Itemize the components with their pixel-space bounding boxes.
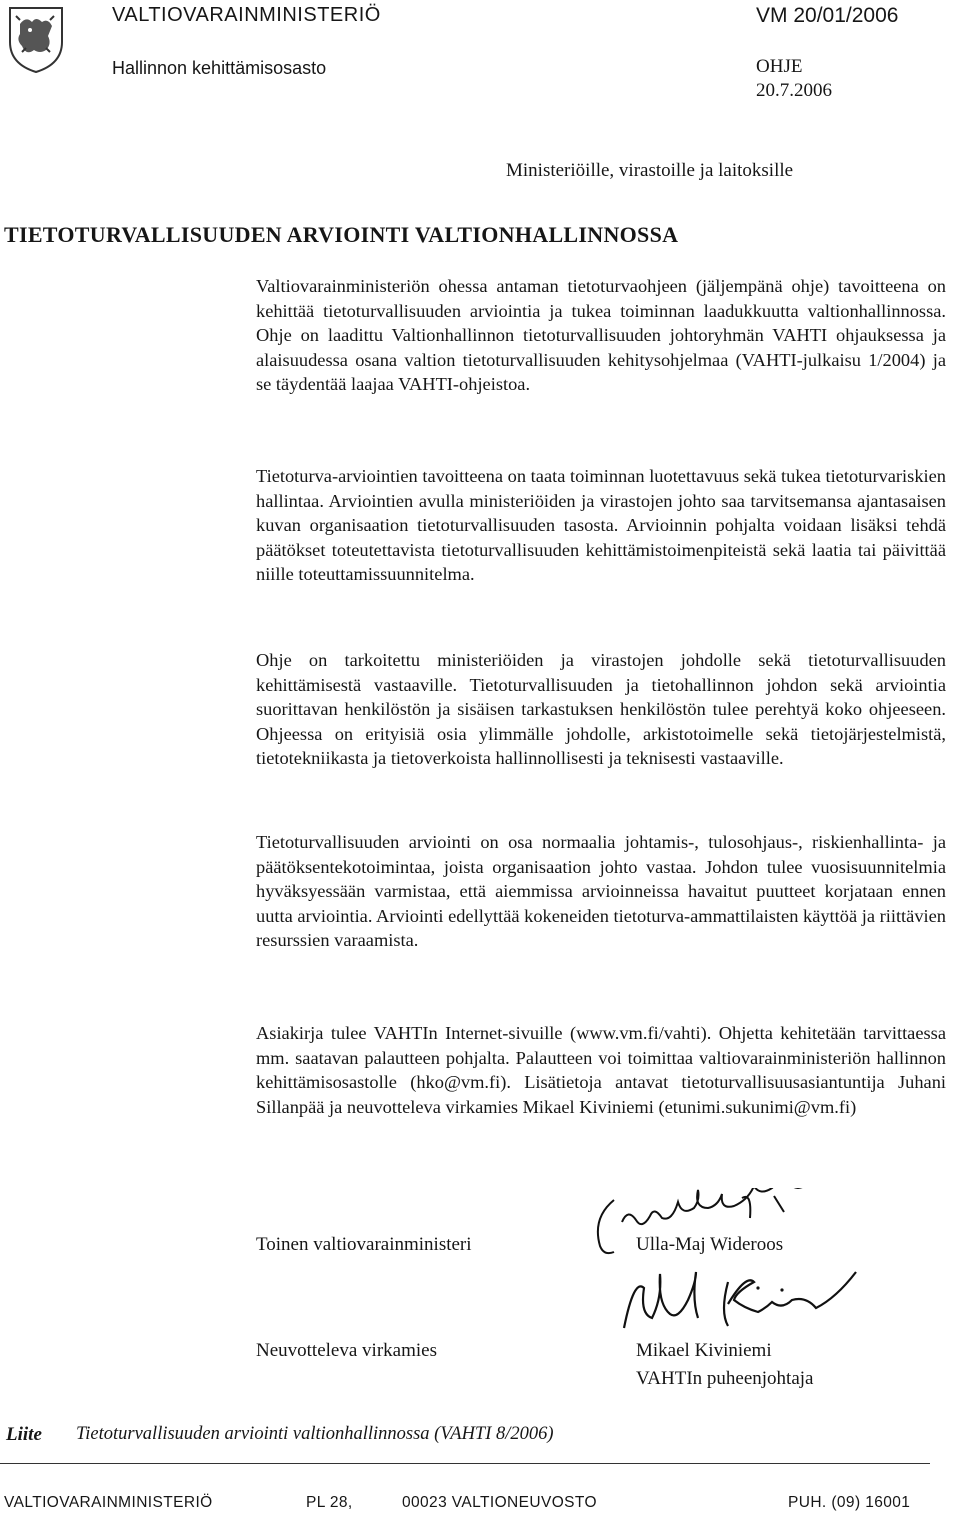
signatory-name-minister: Ulla-Maj Wideroos xyxy=(636,1234,784,1255)
document-type: OHJE xyxy=(756,56,803,77)
coat-of-arms-icon xyxy=(2,2,70,74)
footer-organization: VALTIOVARAINMINISTERIÖ xyxy=(4,1494,213,1511)
recipients: Ministeriöille, virastoille ja laitoksille xyxy=(506,160,794,181)
footer-po-box: PL 28, xyxy=(306,1494,353,1511)
paragraph-goals: Tietoturva-arviointien tavoitteena on taata toiminnan luotettavuus sekä tukea tietoturvariskien hallintaa. Arviointien avulla ministeriöiden ja virastojen johto saa tarvitsemansa ajantasaisen kuvan organisaation tietoturvallisuuden tasosta. Arvioinnin pohjalta voidaan lisäksi tehdä päätökset toteutettavista tietoturvallisuuden kehittämistoimenpiteistä sekä laatia tai päivittää niille toteuttamissuunnitelma. xyxy=(256,466,946,585)
document-title: TIETOTURVALLISUUDEN ARVIOINTI VALTIONHALLINNOSSA xyxy=(4,222,679,247)
footer-phone: PUH. (09) 16001 xyxy=(788,1494,911,1511)
attachment-label: Liite xyxy=(6,1424,42,1445)
signature-kiviniemi xyxy=(610,1268,870,1342)
signatory-name-advisor: Mikael Kiviniemi xyxy=(636,1340,772,1361)
paragraph-purpose: Valtiovarainministeriön ohessa antaman tietoturvaohjeen (jäljempänä ohje) tavoitteena on kehittää tietoturvallisuuden arviointia ja tukea toiminnan laadukkuutta valtionhallinnossa. Ohje on laadittu Valtionhallinnon tietoturvallisuuden johtoryhmän VAHTI ohjauksessa ja alaisuudessa osana valtion tietoturvallisuuden kehitysohjelmaa (VAHTI-julkaisu 1/2004) ja se täydentää laajaa VAHTI-ohjeistoa. xyxy=(256,276,946,395)
paragraph-contact: Asiakirja tulee VAHTIn Internet-sivuille (www.vm.fi/vahti). Ohjetta kehitetään tarvittaessa mm. saatavan palautteen pohjalta. Palautteen voi toimittaa valtiovarainministeriön hallinnon kehittämisosastolle (hko@vm.fi). Lisätietoja antavat tietoturvallisuusasiantuntija Juhani Sillanpää ja neuvotteleva virkamies Mikael Kiviniemi (etunimi.sukunimi@vm.fi) xyxy=(256,1023,946,1117)
paragraph-audience: Ohje on tarkoitettu ministeriöiden ja virastojen johdolle sekä tietoturvallisuuden kehittämisestä vastaaville. Tietoturvallisuuden ja tietohallinnon johdon sekä arviointia suorittavan henkilöstön ja sisäisen tarkastuksen henkilöstön tulee perehtyä koko ohjeeseen. Ohjeessa on erityisiä osia ylimmälle johdolle, arkistotoimelle sekä tietojärjestelmistä, tietotekniikasta ja tietoverkoista hallinnollisesti ja teknisesti vastaaville. xyxy=(256,650,946,769)
signatory-title-advisor: VAHTIn puheenjohtaja xyxy=(636,1368,814,1389)
footer-divider xyxy=(0,1463,930,1464)
footer-address: 00023 VALTIONEUVOSTO xyxy=(402,1494,597,1511)
signature-wideroos xyxy=(592,1188,892,1268)
paragraph-management: Tietoturvallisuuden arviointi on osa normaalia johtamis-, tulosohjaus-, riskienhallinta- ja päätöksentekotoimintaa, joista organisaation johto vastaa. Johdon tulee vuosisuunnitelmia hyväksyessään varmistaa, että aiemmissa arvioinneissa havaitut puutteet korjataan ennen uutta arviointia. Arviointi edellyttää kokeneiden tietoturva-ammattilaisten käyttöä ja riittävien resurssien varaamista. xyxy=(256,832,946,951)
signatory-role-advisor: Neuvotteleva virkamies xyxy=(256,1340,437,1361)
signatory-role-minister: Toinen valtiovarainministeri xyxy=(256,1234,472,1255)
department-name: Hallinnon kehittämisosasto xyxy=(112,58,327,78)
attachment-title: Tietoturvallisuuden arviointi valtionhallinnossa (VAHTI 8/2006) xyxy=(76,1424,554,1444)
ministry-name: VALTIOVARAINMINISTERIÖ xyxy=(112,4,381,26)
document-date: 20.7.2006 xyxy=(756,80,832,101)
document-reference: VM 20/01/2006 xyxy=(756,4,899,27)
